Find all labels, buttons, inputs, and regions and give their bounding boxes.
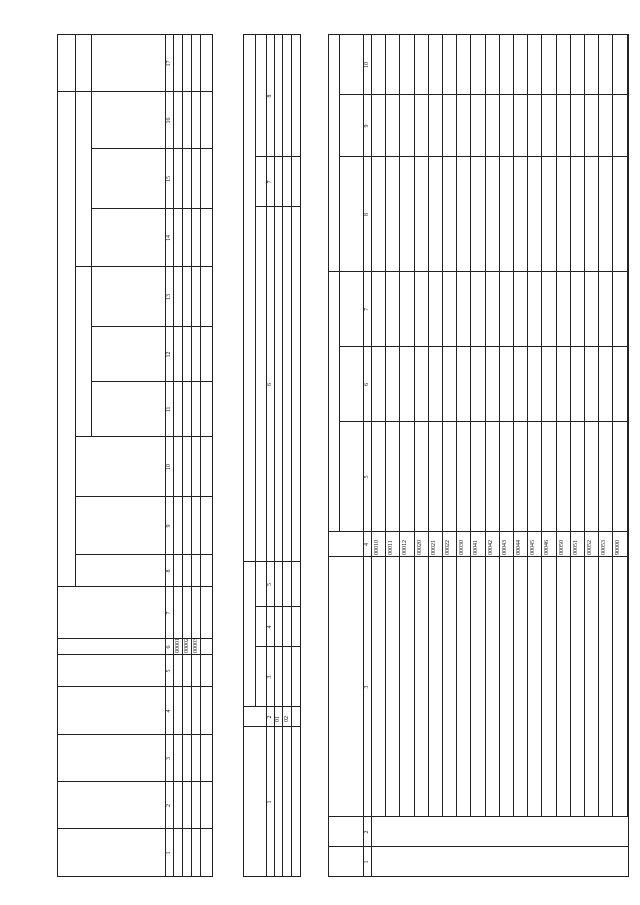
column-number: 15 <box>166 176 172 182</box>
table-row-rule <box>584 34 585 817</box>
row-code: 00046 <box>544 540 551 555</box>
table-row-rule <box>570 34 571 817</box>
row-code: 00021 <box>430 540 437 555</box>
table-col-rule <box>91 326 213 327</box>
column-number: 4 <box>364 543 370 546</box>
table-row-rule <box>513 34 514 817</box>
table-row-rule <box>527 34 528 817</box>
column-number: 10 <box>364 62 370 68</box>
row-code: 00041 <box>473 540 480 555</box>
table-rule <box>282 34 283 877</box>
column-number: 11 <box>166 406 172 413</box>
column-number: 6 <box>364 383 370 386</box>
column-number: 3 <box>166 757 172 760</box>
table-row-rule <box>385 34 386 817</box>
row-code: 00003 <box>193 638 199 653</box>
table-row-rule <box>627 34 628 817</box>
table-border <box>243 34 244 877</box>
row-code: 00050 <box>558 540 565 555</box>
column-number: 1 <box>364 860 370 864</box>
table-col-rule <box>75 554 213 555</box>
column-number: 2 <box>364 830 370 834</box>
table-rule <box>191 34 192 877</box>
rotated-form-content <box>45 32 630 877</box>
row-code: 00044 <box>516 540 522 555</box>
table-col-rule <box>75 436 213 437</box>
column-number: 16 <box>166 117 172 124</box>
column-number: 4 <box>267 625 273 629</box>
table-col-rule <box>57 686 213 687</box>
table-border <box>57 34 213 35</box>
column-number: 9 <box>364 124 370 128</box>
table-col-rule <box>57 654 213 655</box>
table-col-rule <box>328 846 629 847</box>
table-row-rule <box>428 34 429 817</box>
column-number: 14 <box>166 235 172 241</box>
table-border <box>57 34 58 877</box>
column-number: 2 <box>267 715 273 719</box>
column-number: 1 <box>267 800 273 804</box>
row-code: 01 <box>275 716 281 722</box>
row-code: 00020 <box>416 540 423 555</box>
column-number: 9 <box>166 524 172 528</box>
row-code: 00043 <box>501 540 508 555</box>
row-code: 00012 <box>402 540 409 555</box>
column-number: 10 <box>166 464 172 470</box>
table-col-rule <box>75 266 213 267</box>
table-row-rule <box>556 34 557 817</box>
table-row-rule <box>414 34 415 817</box>
table-row-rule <box>442 34 443 817</box>
column-number: 5 <box>267 583 273 586</box>
column-number: 3 <box>364 685 370 689</box>
column-number: 8 <box>364 213 370 216</box>
table-row-rule <box>612 34 613 817</box>
row-code: 00030 <box>459 540 466 555</box>
table-border <box>300 34 301 877</box>
row-code: 00042 <box>487 540 494 555</box>
table-col-rule <box>57 734 213 735</box>
table-col-rule <box>75 496 213 497</box>
column-number: 7 <box>364 308 370 311</box>
row-code: 00022 <box>445 540 451 555</box>
table-rule <box>291 34 292 877</box>
column-number: 3 <box>267 675 273 679</box>
row-code: 00010 <box>374 540 380 555</box>
table-col-rule <box>57 586 213 587</box>
column-number: 13 <box>166 294 172 300</box>
column-number: 6 <box>166 645 172 649</box>
column-number: 7 <box>267 180 273 184</box>
table-col-rule <box>91 381 213 382</box>
table-border <box>628 34 629 877</box>
table-col-rule <box>255 156 301 157</box>
table-rule <box>339 34 340 532</box>
row-code: 90000 <box>615 540 622 555</box>
row-code: 00051 <box>572 540 579 555</box>
row-code: 00053 <box>601 540 608 555</box>
row-code: 00045 <box>530 540 537 555</box>
column-number: 8 <box>166 569 172 573</box>
column-number: 17 <box>166 60 172 67</box>
row-code: 00011 <box>388 540 395 555</box>
column-number: 8 <box>267 94 273 98</box>
column-number: 6 <box>267 383 273 386</box>
column-number: 4 <box>166 709 172 713</box>
row-code: 02 <box>284 716 290 722</box>
table-rule <box>75 34 76 587</box>
table-rule <box>274 34 275 877</box>
table-row-rule <box>470 34 471 817</box>
table-col-rule <box>57 91 213 92</box>
table-border <box>328 34 329 877</box>
table-col-rule <box>91 208 213 209</box>
table-col-rule <box>57 828 213 829</box>
column-number: 2 <box>166 804 172 807</box>
row-code: 00001 <box>175 638 181 653</box>
table-rule <box>173 34 174 877</box>
column-number: 7 <box>166 611 172 615</box>
table-row-rule <box>541 34 542 817</box>
table-border <box>328 876 629 877</box>
table-row-rule <box>598 34 599 817</box>
table-col-rule <box>57 781 213 782</box>
column-number: 1 <box>166 851 172 855</box>
table-col-rule <box>255 606 301 607</box>
table-row-rule <box>399 34 400 817</box>
table-rule <box>200 34 201 877</box>
table-row-rule <box>485 34 486 817</box>
table-col-rule <box>255 206 301 207</box>
table-row-rule <box>499 34 500 817</box>
row-code: 00052 <box>587 540 593 555</box>
row-code: 00002 <box>184 638 190 653</box>
table-rule <box>371 34 372 877</box>
column-number: 5 <box>364 475 370 479</box>
column-number: 5 <box>166 669 172 673</box>
table-border <box>212 34 213 877</box>
table-row-rule <box>456 34 457 817</box>
table-col-rule <box>91 148 213 149</box>
table-border <box>57 876 213 877</box>
table-col-rule <box>255 646 301 647</box>
table-rule <box>182 34 183 877</box>
column-number: 12 <box>166 351 172 358</box>
table-rule <box>91 34 92 437</box>
